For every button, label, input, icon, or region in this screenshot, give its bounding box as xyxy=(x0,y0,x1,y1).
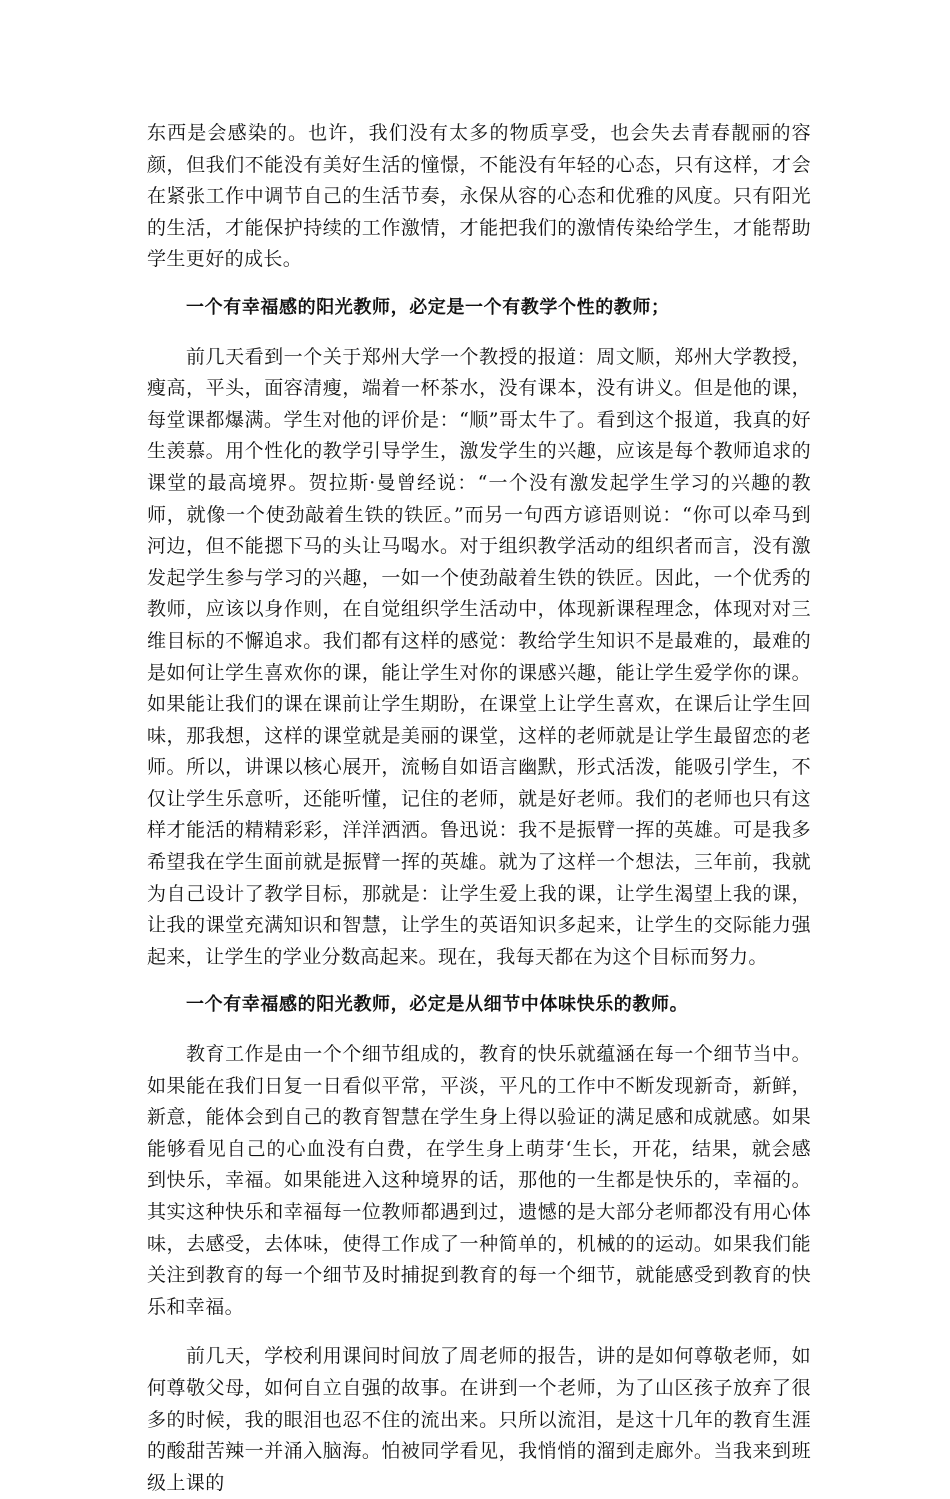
paragraph-education-details: 教育工作是由一个个细节组成的，教育的快乐就蕴涵在每一个细节当中。如果能在我们日复一日看似平常，平淡，平凡的工作中不断发现新奇，新鲜，新意，能体会到自己的教育智慧在学生身上得以验证的满足感和成就感。如果能够看见自己的心血没有白费，在学生身上萌芽‘生长，开花，结果，就会感到快乐，幸福。如果能进入这种境界的话，那他的一生都是快乐的，幸福的。其实这种快乐和幸福每一位教师都遇到过，遗憾的是大部分老师都没有用心体味，去感受，去体味，使得工作成了一种简单的，机械的的运动。如果我们能关注到教育的每一个细节及时捕捉到教育的每一个细节，就能感受到教育的快乐和幸福。 xyxy=(147,1043,811,1318)
paragraph-professor-report: 前几天看到一个关于郑州大学一个教授的报道：周文顺，郑州大学教授，瘦高，平头，面容清瘦，端着一杯茶水，没有课本，没有讲义。但是他的课，每堂课都爆满。学生对他的评价是：“顺”哥太牛了。看到这个报道，我真的好生羡慕。用个性化的教学引导学生，激发学生的兴趣，应该是每个教师追求的课堂的最高境界。贺拉斯·曼曾经说：“一个没有激发起学生学习的兴趣的教师，就像一个使劲敲着生铁的铁匠。”而另一句西方谚语则说：“你可以牵马到河边，但不能摁下马的头让马喝水。对于组织教学活动的组织者而言，没有激发起学生参与学习的兴趣，一如一个使劲敲着生铁的铁匠。因此，一个优秀的教师，应该以身作则，在自觉组织学生活动中，体现新课程理念，体现对对三维目标的不懈追求。我们都有这样的感觉：教给学生知识不是最难的，最难的是如何让学生喜欢你的课，能让学生对你的课感兴趣，能让学生爱学你的课。如果能让我们的课在课前让学生期盼，在课堂上让学生喜欢，在课后让学生回味，那我想，这样的课堂就是美丽的课堂，这样的老师就是让学生最留恋的老师。所以，讲课以核心展开，流畅自如语言幽默，形式活泼，能吸引学生，不仅让学生乐意听，还能听懂，记住的老师，就是好老师。我们的老师也只有这样才能活的精精彩彩，洋洋洒洒。鲁迅说：我不是振臂一挥的英雄。可是我多希望我在学生面前就是振臂一挥的英雄。就为了这样一个想法，三年前，我就为自己设计了教学目标，那就是：让学生爱上我的课，让学生渴望上我的课，让我的课堂充满知识和智慧，让学生的英语知识多起来，让学生的交际能力强起来，让学生的学业分数高起来。现在，我每天都在为这个目标而努力。 xyxy=(147,345,811,968)
section-heading-details-joy: 一个有幸福感的阳光教师，必定是从细节中体味快乐的教师。 xyxy=(186,994,689,1016)
paragraph-teacher-report: 前几天，学校利用课间时间放了周老师的报告，讲的是如何尊敬老师，如何尊敬父母，如何自立自强的故事。在讲到一个老师，为了山区孩子放弃了很多的时候，我的眼泪也忍不住的流出来。只所以流泪，是这十几年的教育生涯的酸甜苦辣一并涌入脑海。怕被同学看见，我悄悄的溜到走廊外。当我来到班级上课的 xyxy=(147,1345,811,1494)
paragraph-continuation: 东西是会感染的。也许，我们没有太多的物质享受，也会失去青春靓丽的容颜，但我们不能没有美好生活的憧憬，不能没有年轻的心态，只有这样，才会在紧张工作中调节自己的生活节奏，永保从容的心态和优雅的风度。只有阳光的生活，才能保护持续的工作激情，才能把我们的激情传染给学生，才能帮助学生更好的成长。 xyxy=(147,122,811,271)
section-heading-teaching-personality: 一个有幸福感的阳光教师，必定是一个有教学个性的教师； xyxy=(186,296,670,318)
document-page xyxy=(147,118,811,1499)
